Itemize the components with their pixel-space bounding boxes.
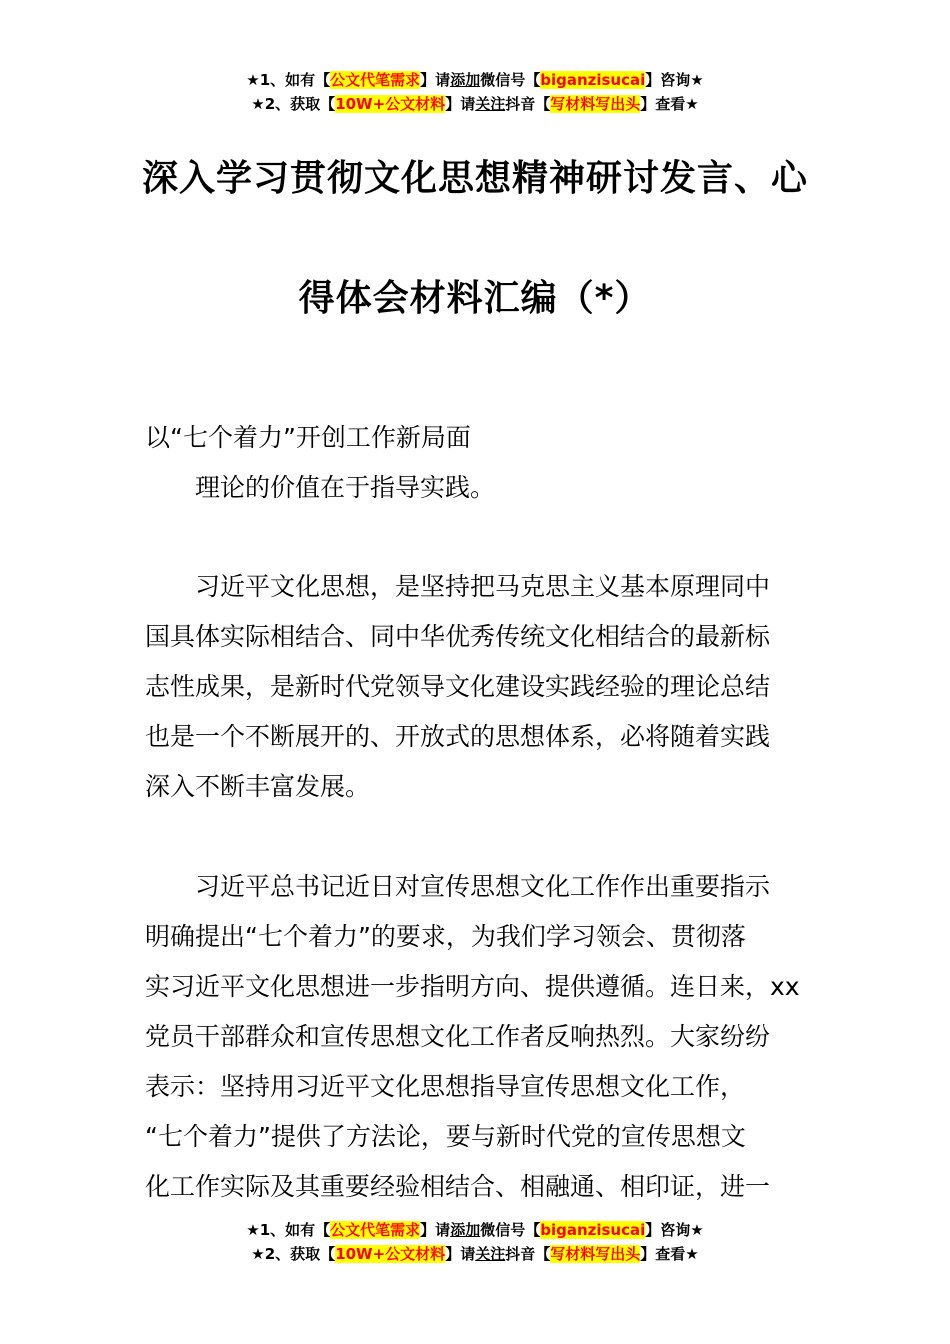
- banner-highlight: 10W+公文材料: [335, 95, 446, 113]
- paragraph-2-line: 党员干部群众和宣传思想文化工作者反响热烈。大家纷纷: [145, 1022, 771, 1051]
- banner-text: 】请: [445, 95, 476, 113]
- paragraph-2-line: 习近平总书记近日对宣传思想文化工作作出重要指示: [145, 872, 771, 901]
- banner-underlined: 添加: [450, 1221, 481, 1239]
- intro-paragraph: 理论的价值在于指导实践。: [145, 473, 496, 502]
- banner-text: 】咨询★: [645, 1221, 704, 1239]
- banner-text: ★1、如有【: [246, 1221, 331, 1239]
- banner-text: ★1、如有【: [246, 71, 331, 89]
- banner-text: 】查看★: [640, 95, 699, 113]
- banner-highlight: 写材料写出头: [550, 95, 641, 113]
- banner-highlight: biganzisucai: [540, 1221, 646, 1239]
- banner-underlined: 添加: [450, 71, 481, 89]
- banner-line-2: [0, 1242, 950, 1266]
- banner-highlight: 公文代笔需求: [330, 1221, 421, 1239]
- paragraph-2-line: 表示：坚持用习近平文化思想指导宣传思想文化工作，: [145, 1072, 746, 1101]
- footer-banner: [0, 1218, 950, 1266]
- banner-line-1: [0, 1218, 950, 1242]
- section-heading: 以“七个着力”开创工作新局面: [145, 423, 471, 452]
- banner-underlined: 关注: [475, 1245, 506, 1263]
- banner-line-1: [0, 68, 950, 92]
- paragraph-1-line: 深入不断丰富发展。: [145, 772, 371, 801]
- paragraph-2-line: 化工作实际及其重要经验相结合、相融通、相印证，进一: [145, 1172, 771, 1201]
- banner-text: 】请: [420, 1221, 451, 1239]
- paragraph-2-line: 明确提出“七个着力”的要求，为我们学习领会、贯彻落: [145, 922, 746, 951]
- banner-highlight: 写材料写出头: [550, 1245, 641, 1263]
- paragraph-1-line: 习近平文化思想，是坚持把马克思主义基本原理同中: [145, 572, 771, 601]
- header-banner: [0, 68, 950, 116]
- document-title-line-1: 深入学习贯彻文化思想精神研讨发言、心: [141, 158, 808, 199]
- banner-line-2: [0, 92, 950, 116]
- banner-text: 】查看★: [640, 1245, 699, 1263]
- paragraph-2-line: “七个着力”提供了方法论，要与新时代党的宣传思想文: [145, 1122, 746, 1151]
- paragraph-1-line: 国具体实际相结合、同中华优秀传统文化相结合的最新标: [145, 622, 771, 651]
- banner-underlined: 关注: [475, 95, 506, 113]
- banner-highlight: biganzisucai: [540, 71, 646, 89]
- banner-text: 】请: [445, 1245, 476, 1263]
- banner-text: 】请: [420, 71, 451, 89]
- banner-text: 微信号【: [480, 1221, 541, 1239]
- document-title-line-2: 得体会材料汇编（*）: [298, 278, 652, 319]
- banner-highlight: 10W+公文材料: [335, 1245, 446, 1263]
- banner-text: ★2、获取【: [251, 1245, 336, 1263]
- paragraph-1-line: 志性成果，是新时代党领导文化建设实践经验的理论总结: [145, 672, 771, 701]
- banner-text: ★2、获取【: [251, 95, 336, 113]
- banner-text: 微信号【: [480, 71, 541, 89]
- paragraph-1-line: 也是一个不断展开的、开放式的思想体系，必将随着实践: [145, 722, 771, 751]
- banner-highlight: 公文代笔需求: [330, 71, 421, 89]
- paragraph-2-line: 实习近平文化思想进一步指明方向、提供遵循。连日来，xx: [145, 972, 800, 1001]
- banner-text: 抖音【: [505, 95, 551, 113]
- banner-text: 】咨询★: [645, 71, 704, 89]
- banner-text: 抖音【: [505, 1245, 551, 1263]
